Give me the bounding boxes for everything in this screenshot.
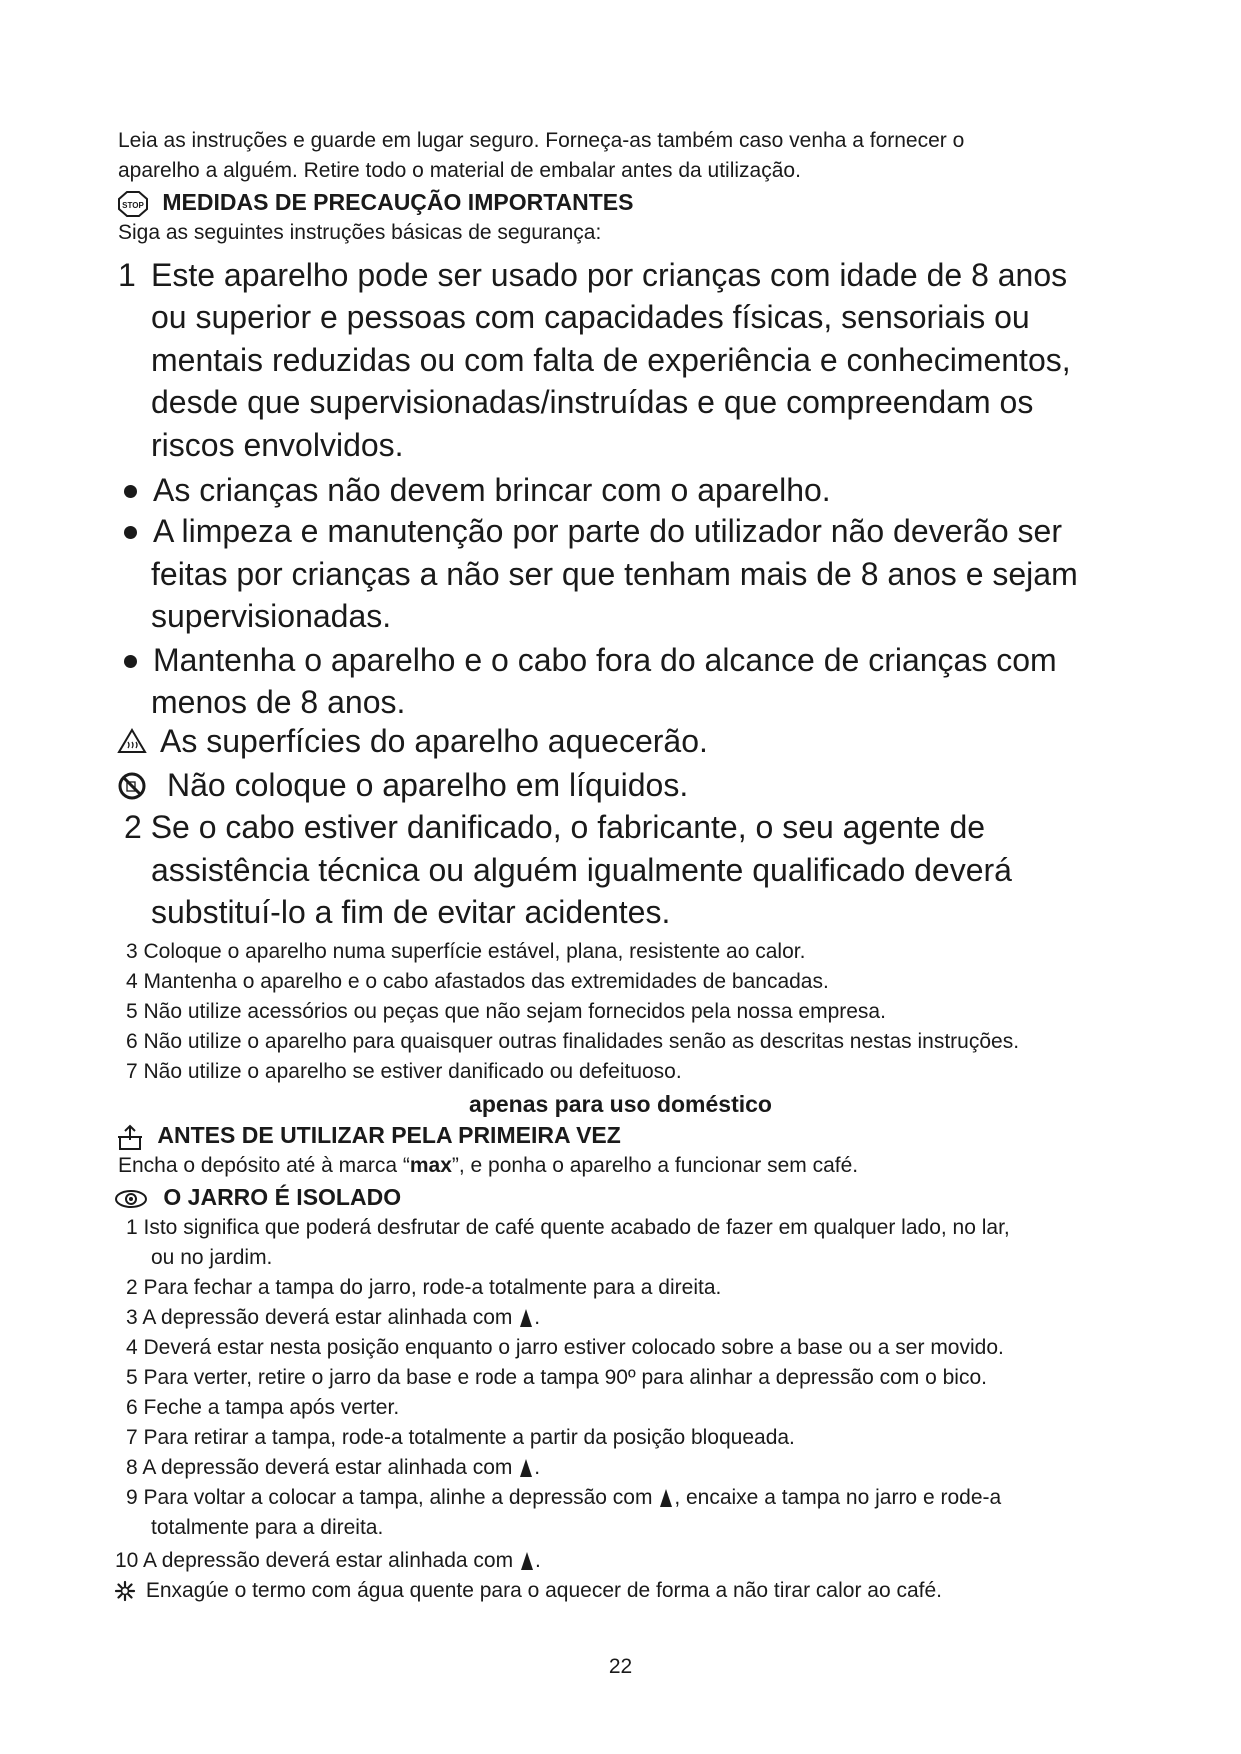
bullet-dot	[124, 526, 137, 539]
safety-subheading: Siga as seguintes instruções básicas de segurança:	[118, 221, 602, 244]
jug-item-4: 4 Deverá estar nesta posição enquanto o jarro estiver colocado sobre a base ou a ser movido.	[126, 1336, 1004, 1359]
tip-star-icon	[114, 1580, 136, 1602]
jug-item-10	[115, 1546, 541, 1576]
jug-item-8-text: 8 A depressão deverá estar alinhada com	[126, 1456, 513, 1479]
safety-heading-row	[118, 187, 634, 217]
rinse-tip-text: Enxagúe o termo com água quente para o aquecer de forma a não tirar calor ao café.	[145, 1579, 942, 1602]
eye-icon	[114, 1188, 148, 1210]
item-1-line-3: mentais reduzidas ou com falta de experiência e conhecimentos,	[151, 342, 1071, 378]
alignment-mark-icon	[660, 1489, 672, 1507]
bullet-keep-away-line-1: Mantenha o aparelho e o cabo fora do alcance de crianças com	[153, 642, 1057, 678]
bullet-dot	[124, 485, 137, 498]
item-1-line-4: desde que supervisionadas/instruídas e que compreendam os	[151, 384, 1034, 420]
item-2-line-3: substituí-lo a fim de evitar acidentes.	[151, 894, 671, 930]
rinse-tip-row	[114, 1576, 942, 1606]
jug-item-6: 6 Feche a tampa após verter.	[126, 1396, 400, 1419]
hot-surface-text: As superfícies do aparelho aquecerão.	[160, 723, 708, 759]
no-immerse-text: Não coloque o aparelho em líquidos.	[167, 767, 689, 803]
jug-item-9-line-1	[126, 1483, 1001, 1513]
first-use-heading: ANTES DE UTILIZAR PELA PRIMEIRA VEZ	[157, 1122, 621, 1148]
first-use-text-before: Encha o depósito até à marca “	[118, 1154, 410, 1177]
item-6: 6 Não utilize o aparelho para quaisquer outras finalidades senão as descritas nestas instruções.	[126, 1030, 1020, 1053]
no-immerse-icon	[117, 771, 147, 801]
jug-item-10-text: 10 A depressão deverá estar alinhada com	[115, 1549, 514, 1572]
page-number: 22	[608, 1655, 633, 1678]
bullet-cleaning-line-2: feitas por crianças a não ser que tenham mais de 8 anos e sejam	[151, 556, 1078, 592]
jug-item-1-line-2: ou no jardim.	[151, 1246, 273, 1269]
first-use-heading-row	[116, 1120, 621, 1151]
bullet-cleaning-line-1: A limpeza e manutenção por parte do utilizador não deverão ser	[153, 513, 1062, 549]
bullet-children-play: As crianças não devem brincar com o aparelho.	[153, 472, 831, 508]
first-use-text-bold: max	[409, 1154, 452, 1177]
jug-item-3-period: .	[534, 1306, 541, 1329]
item-5: 5 Não utilize acessórios ou peças que não sejam fornecidos pela nossa empresa.	[126, 1000, 886, 1023]
alignment-mark-icon	[520, 1459, 532, 1477]
jug-heading: O JARRO É ISOLADO	[163, 1184, 402, 1210]
first-use-text	[118, 1151, 858, 1181]
jug-item-2: 2 Para fechar a tampa do jarro, rode-a totalmente para a direita.	[126, 1276, 722, 1299]
jug-item-3-text: 3 A depressão deverá estar alinhada com	[126, 1306, 513, 1329]
jug-item-1-line-1: 1 Isto significa que poderá desfrutar de café quente acabado de fazer em qualquer lado, no lar,	[126, 1216, 1010, 1239]
item-1-line-2: ou superior e pessoas com capacidades físicas, sensoriais ou	[151, 299, 1030, 335]
item-2-line-1: 2 Se o cabo estiver danificado, o fabricante, o seu agente de	[124, 809, 986, 845]
item-7: 7 Não utilize o aparelho se estiver danificado ou defeituoso.	[126, 1060, 682, 1083]
stop-icon	[118, 191, 148, 217]
item-4: 4 Mantenha o aparelho e o cabo afastados das extremidades de bancadas.	[126, 970, 829, 993]
domestic-use-note: apenas para uso doméstico	[469, 1091, 772, 1117]
first-use-text-after: ”, e ponha o aparelho a funcionar sem café.	[451, 1154, 859, 1177]
alignment-mark-icon	[520, 1309, 532, 1327]
jug-item-3	[126, 1303, 540, 1333]
jug-heading-row	[114, 1182, 401, 1212]
intro-line-1: Leia as instruções e guarde em lugar seguro. Forneça-as também caso venha a fornecer o	[118, 129, 965, 152]
item-1-number: 1	[118, 257, 136, 293]
jug-item-8	[126, 1453, 540, 1483]
bullet-cleaning-line-3: supervisionadas.	[151, 598, 392, 634]
safety-heading: MEDIDAS DE PRECAUÇÃO IMPORTANTES	[162, 189, 634, 215]
bullet-keep-away-line-2: menos de 8 anos.	[151, 684, 406, 720]
jug-item-9-line-2: totalmente para a direita.	[151, 1516, 384, 1539]
jug-item-8-period: .	[534, 1456, 541, 1479]
jug-item-9-text-b: , encaixe a tampa no jarro e rode-a	[674, 1486, 1002, 1509]
jug-item-7: 7 Para retirar a tampa, rode-a totalmente a partir da posição bloqueada.	[126, 1426, 795, 1449]
item-1-line-5: riscos envolvidos.	[151, 427, 404, 463]
hot-surface-warning-icon	[117, 728, 147, 754]
bullet-dot	[124, 655, 137, 668]
intro-line-2: aparelho a alguém. Retire todo o material de embalar antes da utilização.	[118, 159, 801, 182]
jug-item-10-period: .	[534, 1549, 541, 1572]
item-2-line-2: assistência técnica ou alguém igualmente qualificado deverá	[151, 852, 1012, 888]
item-1-line-1: Este aparelho pode ser usado por crianças com idade de 8 anos	[151, 257, 1068, 293]
item-3: 3 Coloque o aparelho numa superfície estável, plana, resistente ao calor.	[126, 940, 806, 963]
alignment-mark-icon	[521, 1552, 533, 1570]
jug-item-9-text-a: 9 Para voltar a colocar a tampa, alinhe a depressão com	[126, 1486, 653, 1509]
jug-fill-icon	[116, 1123, 144, 1151]
jug-item-5: 5 Para verter, retire o jarro da base e rode a tampa 90º para alinhar a depressão com o bico.	[126, 1366, 987, 1389]
stop-icon-text: STOP	[122, 200, 144, 210]
